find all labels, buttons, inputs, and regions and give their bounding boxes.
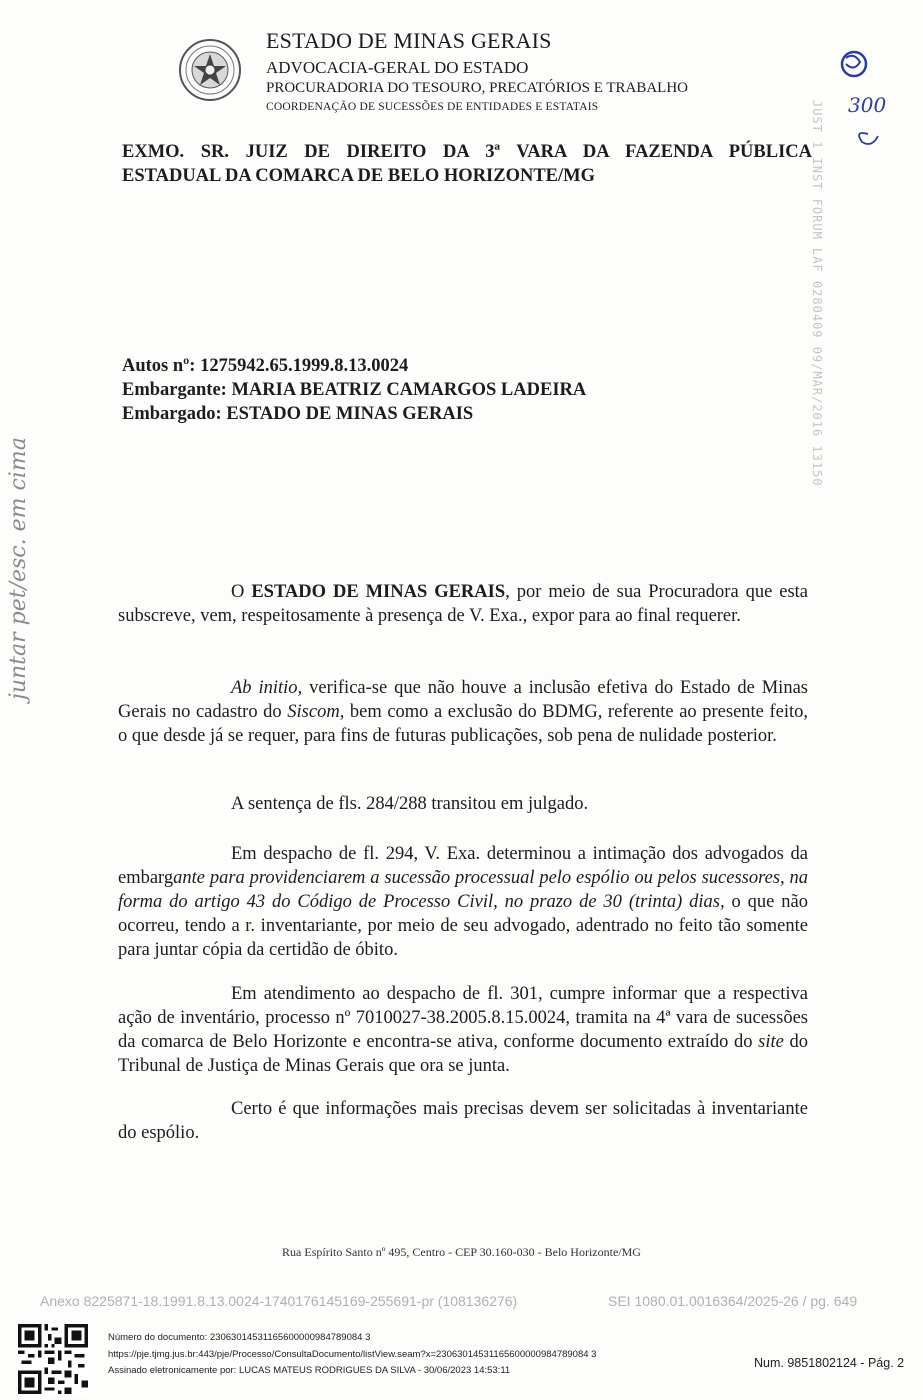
paragraph-despacho-294: Em despacho de fl. 294, V. Exa. determinou a intimação dos advogados da embargante para providenciarem a sucessão processual pelo espólio ou pelos sucessores, na forma do artigo 43 do Código de Processo Civil, no prazo de 30 (trinta) dias, o que não ocorreu, tendo a r. inventariante, por meio de seu advogado, adentrado no feito tão somente para juntar cópia da certidão de óbito. <box>118 844 808 960</box>
document-number: Número do documento: 23063014531165600000984789084 3 <box>108 1332 371 1343</box>
header-procuradoria: PROCURADORIA DO TESOURO, PRECATÓRIOS E TRABALHO <box>266 80 688 96</box>
sei-reference: SEI 1080.01.0016364/2025-26 / pg. 649 <box>608 1293 858 1309</box>
paragraph-despacho-301: Em atendimento ao despacho de fl. 301, cumpre informar que a respectiva ação de inventário, processo nº 7010027-38.2005.8.15.0024, tramita na 4ª vara de sucessões da comarca de Belo Horizonte e encontra-se ativa, conforme documento extraído do site do Tribunal de Justiça de Minas Gerais que ora se junta. <box>118 984 808 1076</box>
header-state: ESTADO DE MINAS GERAIS <box>266 28 552 53</box>
receipt-stamp: JUST 1 INST FORUM LAF 0280409 09/MAR/2016 13150 <box>810 100 824 487</box>
paragraph-intro: O ESTADO DE MINAS GERAIS, por meio de sua Procuradora que esta subscreve, vem, respeitosamente à presença de V. Exa., expor para ao final requerer. <box>118 582 809 626</box>
addressee-line2: ESTADUAL DA COMARCA DE BELO HORIZONTE/MG <box>122 166 596 186</box>
header-agency: ADVOCACIA-GERAL DO ESTADO <box>266 58 529 77</box>
paragraph-conclusao: Certo é que informações mais precisas devem ser solicitadas à inventariante do espólio. <box>118 1099 808 1143</box>
addressee <box>122 140 812 188</box>
case-embargado: Embargado: ESTADO DE MINAS GERAIS <box>122 404 474 424</box>
case-embargante: Embargante: MARIA BEATRIZ CAMARGOS LADEIRA <box>122 380 587 400</box>
paragraph-siscom: Ab initio, verifica-se que não houve a inclusão efetiva do Estado de Minas Gerais no cadastro do Siscom, bem como a exclusão do BDMG, referente ao presente feito, o que desde já se requer, para fins de futuras publicações, sob pena de nulidade posterior. <box>118 678 809 746</box>
margin-handwriting: juntar pet/esc. em cima <box>6 437 31 700</box>
electronic-signature: Assinado eletronicamente por: LUCAS MATEUS RODRIGUES DA SILVA - 30/06/2023 14:53:11 <box>108 1365 511 1376</box>
header-coordenacao: COORDENAÇÃO DE SUCESSÕES DE ENTIDADES E ESTATAIS <box>266 101 599 113</box>
case-number: Autos nº: 1275942.65.1999.8.13.0024 <box>122 356 409 376</box>
annex-reference: Anexo 8225871-18.1991.8.13.0024-1740176145169-255691-pr (108136276) <box>40 1293 518 1309</box>
party-name-bold: ESTADO DE MINAS GERAIS <box>251 582 506 602</box>
document-url[interactable]: https://pje.tjmg.jus.br:443/pje/Processo/ConsultaDocumento/listView.seam?x=23063014531165600000984789084 3 <box>108 1349 597 1360</box>
coat-of-arms-seal <box>178 38 242 102</box>
footer-address: Rua Espírito Santo nº 495, Centro - CEP 30.160-030 - Belo Horizonte/MG <box>282 1245 641 1259</box>
handwriting-page-number: 300 <box>848 93 887 117</box>
paragraph-sentenca: A sentença de fls. 284/288 transitou em julgado. <box>231 794 589 814</box>
qr-code[interactable] <box>18 1324 88 1394</box>
addressee-line1: EXMO. SR. JUIZ DE DIREITO DA 3ª VARA DA FAZENDA PÚBLICA <box>122 142 812 162</box>
page-number: Num. 9851802124 - Pág. 2 <box>754 1356 905 1370</box>
